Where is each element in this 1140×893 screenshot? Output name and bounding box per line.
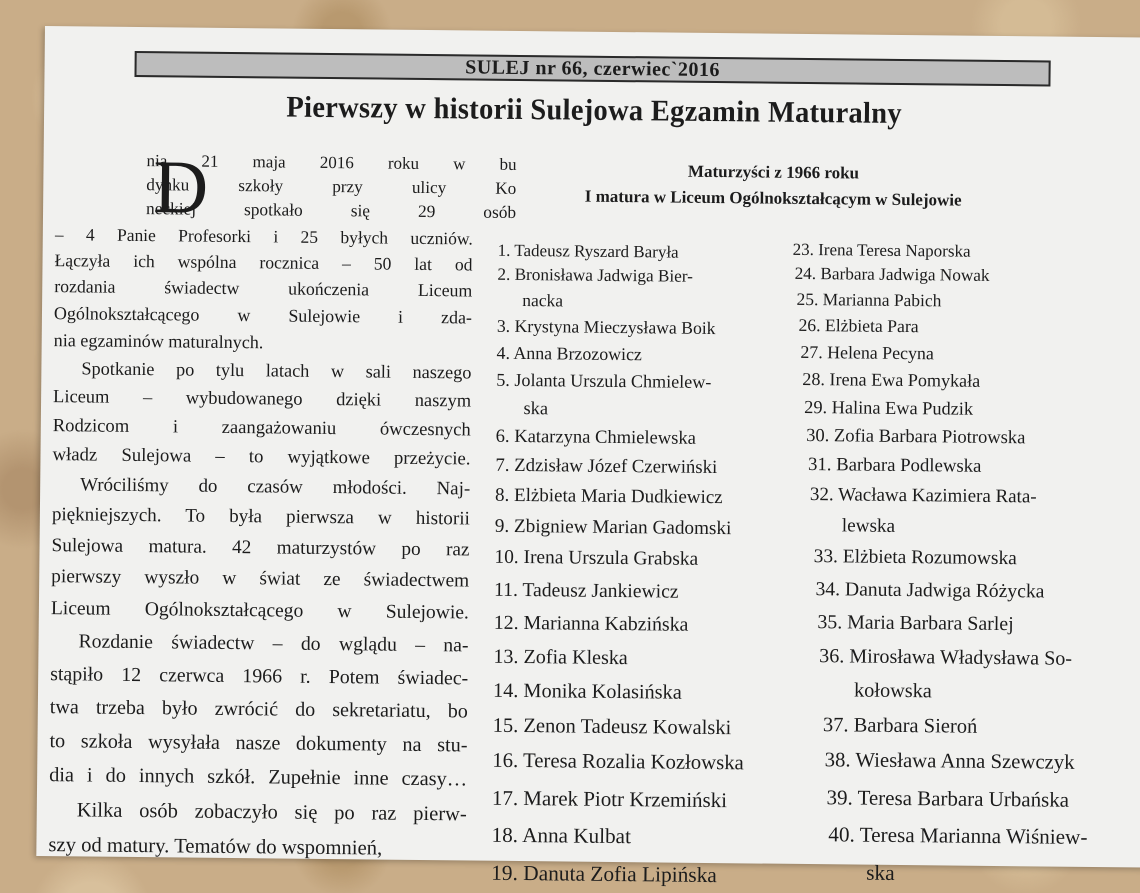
article-line: pierwszy wyszło w świat ze świadectwem: [51, 566, 470, 592]
graduate-list-item: 5. Jolanta Urszula Chmielew-: [496, 369, 712, 392]
article-line: władz Sulejowa – to wyjątkowe przeżycie.: [52, 444, 471, 470]
graduate-list-item: 23. Irena Teresa Naporska: [792, 239, 971, 261]
graduate-list-item: 26. Elżbieta Para: [798, 315, 919, 337]
article-line: dia i do innych szkół. Zupełnie inne czasy…: [49, 764, 468, 791]
graduate-list-item: 25. Marianna Pabich: [796, 289, 942, 311]
graduate-list-item: 16. Teresa Rozalia Kozłowska: [492, 749, 744, 775]
graduate-list-item: lewska: [841, 515, 896, 537]
graduate-list-item: 24. Barbara Jadwiga Nowak: [794, 264, 990, 286]
graduate-list-item: 31. Barbara Podlewska: [807, 454, 982, 478]
article-line: Rozdanie świadectw – do wglądu – na-: [78, 630, 469, 657]
article-line: nia 21 maja 2016 roku w bu: [146, 151, 517, 174]
drop-cap: D: [152, 145, 209, 230]
graduate-list-item: 13. Zofia Kleska: [493, 645, 628, 669]
article-line: Łączyła ich wspólna rocznica – 50 lat od: [54, 250, 473, 275]
article-line: Liceum Ogólnokształcącego w Sulejowie.: [50, 598, 469, 624]
article-line: to szkoła wysyłała nasze dokumenty na stu-: [49, 730, 468, 757]
article-line: Wróciliśmy do czasów młodości. Naj-: [80, 474, 471, 500]
issue-header: SULEJ nr 66, czerwiec`2016: [134, 51, 1050, 87]
article-line: rozdania świadectw ukończenia Liceum: [54, 276, 473, 301]
article-line: twa trzeba było zwrócić do sekretariatu, bo: [49, 696, 468, 723]
graduate-list-item: 10. Irena Urszula Grabska: [494, 547, 699, 571]
graduate-list-item: 3. Krystyna Mieczysława Boik: [496, 315, 716, 339]
graduates-list-heading: [473, 156, 1074, 214]
article-line: Ogólnokształcącego w Sulejowie i zda-: [53, 303, 473, 328]
graduate-list-item: ska: [866, 860, 895, 885]
graduate-list-item: 18. Anna Kulbat: [491, 823, 632, 849]
list-heading-line1: Maturzyści z 1966 roku: [687, 161, 860, 183]
graduate-list-item: 17. Marek Piotr Krzemiński: [491, 786, 728, 813]
article-line: szy od matury. Tematów do wspomnień,: [48, 834, 383, 860]
graduate-list-item: 35. Maria Barbara Sarlej: [817, 611, 1014, 636]
graduate-list-item: 29. Halina Ewa Pudzik: [804, 396, 974, 419]
newspaper-page: [36, 26, 1140, 888]
graduate-list-item: 7. Zdzisław Józef Czerwiński: [495, 455, 718, 479]
graduate-list-item: 14. Monika Kolasińska: [492, 679, 682, 704]
graduate-list-item: 8. Elżbieta Maria Dudkiewicz: [494, 485, 723, 509]
article-line: Sulejowa matura. 42 maturzystów po raz: [51, 535, 470, 561]
article-line: Spotkanie po tylu latach w sali naszego: [81, 358, 472, 383]
graduate-list-item: 11. Tadeusz Jankiewicz: [494, 579, 679, 604]
graduate-list-item: 36. Mirosława Władysława So-: [819, 644, 1073, 670]
graduate-list-item: 33. Elżbieta Rozumowska: [813, 546, 1017, 570]
article-line: – 4 Panie Profesorki i 25 byłych uczniów.: [54, 224, 473, 249]
list-heading-line2: I matura w Liceum Ogólnokształcącym w Sulejowie: [584, 186, 962, 210]
article-line: Rodzicom i zaangażowaniu ówczesnych: [52, 415, 471, 441]
article-line: stąpiło 12 czerwca 1966 r. Potem świadec-: [50, 663, 469, 690]
graduate-list-item: 37. Barbara Sieroń: [822, 713, 978, 738]
graduate-list-item: 2. Bronisława Jadwiga Bier-: [497, 265, 694, 287]
graduate-list-item: 6. Katarzyna Chmielewska: [495, 425, 696, 449]
graduate-list-item: ska: [523, 397, 549, 418]
graduate-list-item: kołowska: [853, 679, 932, 703]
article-line: piękniejszych. To była pierwsza w historii: [51, 504, 470, 530]
graduate-list-item: nacka: [522, 290, 564, 311]
article-line: Kilka osób zobaczyło się po raz pierw-: [76, 799, 467, 826]
graduate-list-item: 32. Wacława Kazimiera Rata-: [809, 484, 1037, 508]
article-line: Liceum – wybudowanego dzięki naszym: [53, 386, 472, 411]
graduate-list-item: 30. Zofia Barbara Piotrowska: [806, 425, 1026, 449]
article-line: dynku szkoły przy ulicy Ko: [146, 175, 517, 198]
article-line: neckiej spotkało się 29 osób: [145, 199, 517, 222]
graduate-list-item: 15. Zenon Tadeusz Kowalski: [492, 714, 732, 739]
graduate-list-item: 9. Zbigniew Marian Gadomski: [494, 515, 732, 540]
article-title: Pierwszy w historii Sulejowa Egzamin Maturalny: [286, 90, 903, 130]
graduate-list-item: 34. Danuta Jadwiga Różycka: [815, 578, 1045, 603]
graduate-list-item: 38. Wiesława Anna Szewczyk: [824, 749, 1075, 774]
graduate-list-item: 28. Irena Ewa Pomykała: [802, 368, 981, 391]
article-line: nia egzaminów maturalnych.: [53, 330, 264, 353]
graduate-list-item: 40. Teresa Marianna Wiśniew-: [828, 822, 1088, 850]
graduate-list-item: 39. Teresa Barbara Urbańska: [826, 785, 1070, 813]
graduate-list-item: 12. Marianna Kabzińska: [493, 611, 689, 636]
graduate-list-item: 4. Anna Brzozowicz: [496, 342, 643, 364]
graduate-list-item: 19. Danuta Zofia Lipińska: [491, 860, 718, 888]
graduate-list-item: 1. Tadeusz Ryszard Baryła: [497, 240, 679, 262]
graduate-list-item: 27. Helena Pecyna: [800, 341, 934, 363]
